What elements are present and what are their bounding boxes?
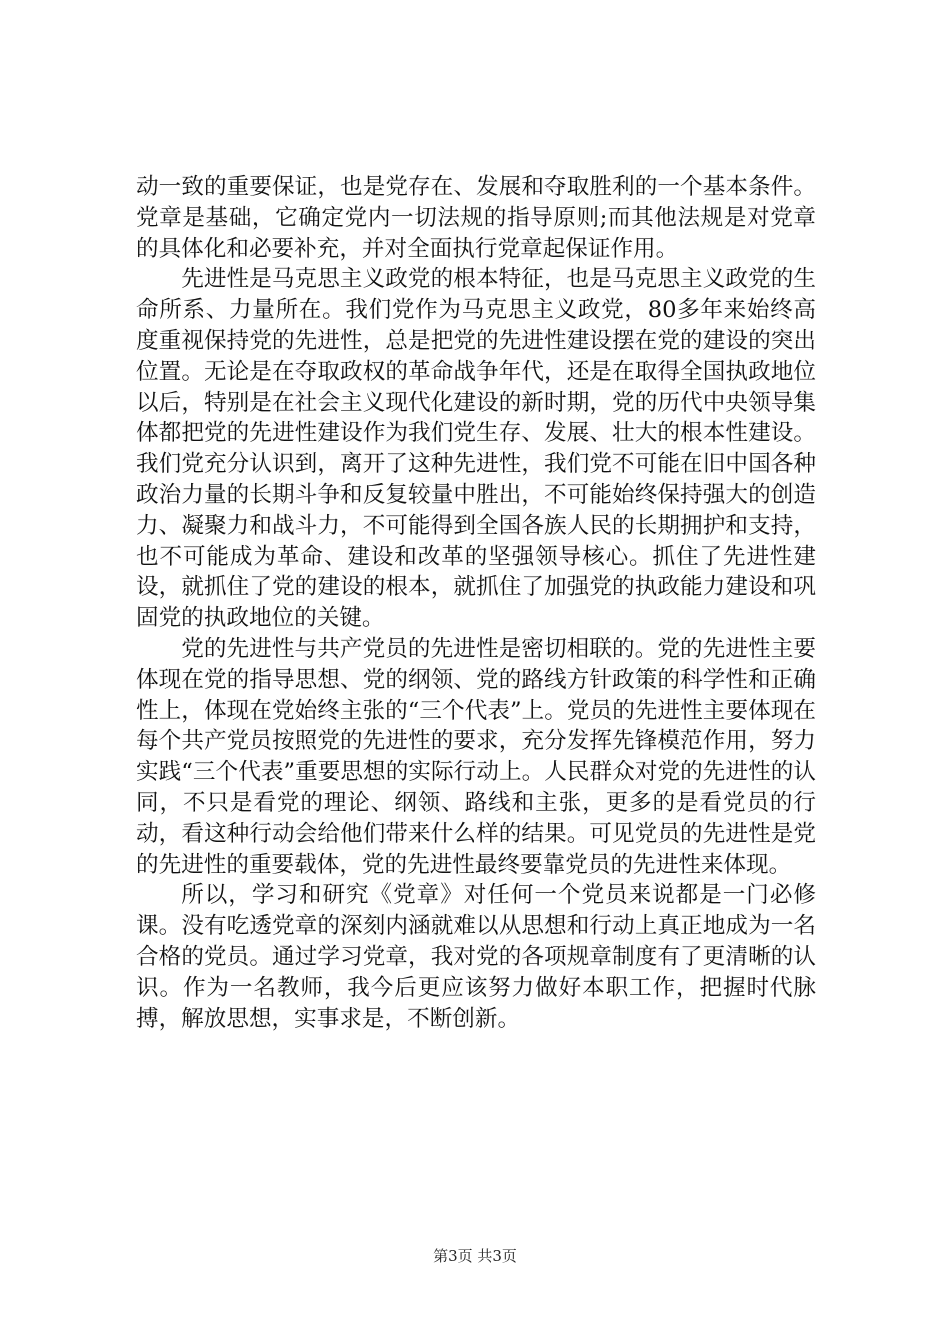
paragraph-advancement: 先进性是马克思主义政党的根本特征，也是马克思主义政党的生命所系、力量所在。我们党作为马克思主义政党，80多年来始终高度重视保持党的先进性，总是把党的先进性建设摆在党的建设的突出位置。无论是在夺取政权的革命战争年代，还是在取得全国执政地位以后，特别是在社会主义现代化建设的新时期，党的历代中央领导集体都把党的先进性建设作为我们党生存、发展、壮大的根本性建设。我们党充分认识到，离开了这种先进性，我们党不可能在旧中国各种政治力量的长期斗争和反复较量中胜出，不可能始终保持强大的创造力、凝聚力和战斗力，不可能得到全国各族人民的长期拥护和支持，也不可能成为革命、建设和改革的坚强领导核心。抓住了先进性建设，就抓住了党的建设的根本，就抓住了加强党的执政能力建设和巩固党的执政地位的关键。 — [136, 266, 816, 632]
page-number-footer: 第3页 共3页 — [433, 1247, 517, 1265]
document-body — [136, 172, 816, 1034]
paragraph-conclusion: 所以，学习和研究《党章》对任何一个党员来说都是一门必修课。没有吃透党章的深刻内涵就难以从思想和行动上真正地成为一名合格的党员。通过学习党章，我对党的各项规章制度有了更清晰的认识。作为一名教师，我今后更应该努力做好本职工作，把握时代脉搏，解放思想，实事求是，不断创新。 — [136, 882, 816, 1032]
paragraph-party-member-advancement: 党的先进性与共产党员的先进性是密切相联的。党的先进性主要体现在党的指导思想、党的纲领、党的路线方针政策的科学性和正确性上，体现在党始终主张的“三个代表”上。党员的先进性主要体现在每个共产党员按照党的先进性的要求，充分发挥先锋模范作用，努力实践“三个代表”重要思想的实际行动上。人民群众对党的先进性的认同，不只是看党的理论、纲领、路线和主张，更多的是看党员的行动，看这种行动会给他们带来什么样的结果。可见党员的先进性是党的先进性的重要载体，党的先进性最终要靠党员的先进性来体现。 — [136, 635, 816, 878]
paragraph-continuation: 动一致的重要保证，也是党存在、发展和夺取胜利的一个基本条件。党章是基础，它确定党内一切法规的指导原则;而其他法规是对党章的具体化和必要补充，并对全面执行党章起保证作用。 — [136, 174, 816, 262]
